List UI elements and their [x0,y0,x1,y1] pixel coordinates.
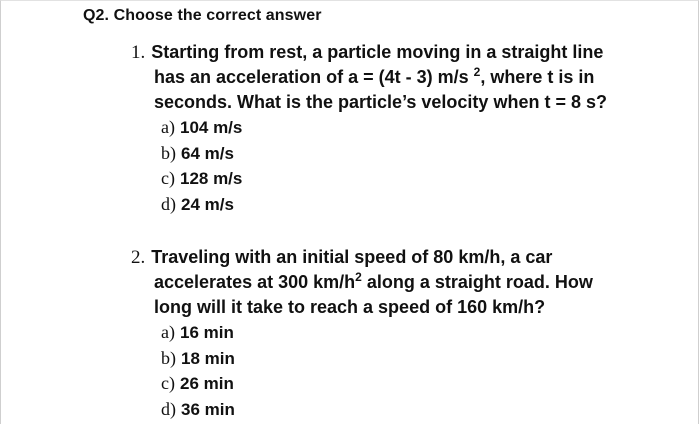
option-letter: a) [161,322,175,342]
question-2-text-line-1: Traveling with an initial speed of 80 km/h, a car [151,247,553,267]
option-letter: c) [161,373,175,393]
option-text: 104 m/s [179,118,243,137]
option-letter: c) [161,168,175,188]
question-1-number: 1. [131,42,146,63]
question-2-line-2 [131,270,691,295]
question-1-text-line-2a: has an acceleration of a = (4t - 3) m/s [154,67,474,87]
option-letter: d) [161,398,176,419]
option-text: 128 m/s [179,169,243,188]
question-1-text-line-1: Starting from rest, a particle moving in a straight line [151,42,604,62]
question-2-line-3: long will it take to reach a speed of 160 km/h? [154,297,546,317]
question-1 [131,40,691,217]
question-2-option-d[interactable] [131,397,691,423]
section-heading: Q2. Choose the correct answer [83,7,322,24]
question-1-option-b[interactable] [131,141,691,167]
question-2-exponent: 2 [355,270,362,284]
question-2-option-c[interactable] [131,371,691,397]
question-2-option-b[interactable] [131,346,691,372]
question-1-line-2 [131,65,691,90]
option-text: 24 m/s [181,194,234,214]
option-text: 36 min [181,399,235,419]
option-text: 26 min [179,374,234,393]
question-2-line-1 [131,245,691,270]
question-2-text-line-2b: along a straight road. How [361,272,593,292]
option-letter: a) [161,117,175,137]
option-letter: b) [161,347,176,368]
question-1-exponent: 2 [473,65,481,79]
question-2-number: 2. [131,247,146,268]
question-1-line-3: seconds. What is the particle’s velocity when t = 8 s? [154,92,607,112]
question-1-text-line-2b: , where t is in [480,67,595,87]
question-1-option-c[interactable] [131,166,691,192]
option-text: 16 min [179,323,234,342]
option-text: 18 min [181,348,235,368]
option-letter: d) [161,193,176,214]
question-2-text-line-2a: accelerates at 300 km/h [154,272,356,292]
option-text: 64 m/s [181,143,234,163]
question-1-option-d[interactable] [131,192,691,218]
question-2 [131,245,691,422]
option-letter: b) [161,142,176,163]
question-1-option-a[interactable] [131,115,691,141]
question-1-line-1 [131,40,691,65]
question-2-option-a[interactable] [131,320,691,346]
